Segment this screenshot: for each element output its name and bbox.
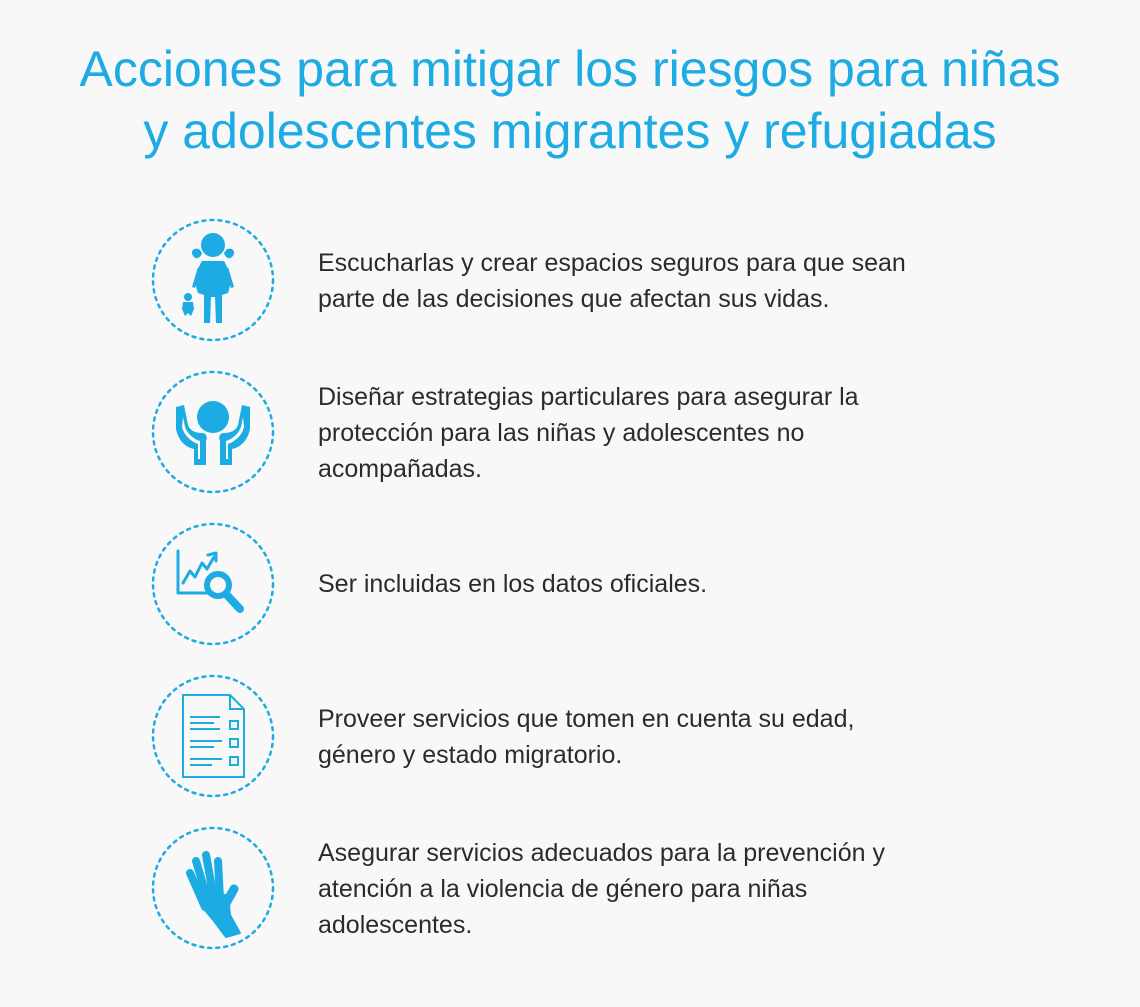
action-item-data (150, 521, 1050, 647)
action-text-line: Asegurar servicios adecuados para la prevención y (318, 839, 885, 867)
action-item-gbv (150, 825, 1050, 951)
action-item-listen (150, 217, 1050, 343)
action-text-line: Diseñar estrategias particulares para asegurar la (318, 383, 859, 411)
protecting-hands-icon (150, 369, 276, 495)
action-text (318, 245, 1018, 317)
action-text-line: Proveer servicios que tomen en cuenta su edad, (318, 705, 855, 733)
action-text-line: Ser incluidas en los datos oficiales. (318, 570, 708, 598)
action-item-protection (150, 369, 1050, 495)
raised-hand-icon (150, 825, 276, 951)
action-text-line: acompañadas. (318, 455, 483, 483)
action-text-line: atención a la violencia de género para niñas (318, 875, 808, 903)
action-item-services (150, 673, 1050, 799)
action-text (318, 379, 1018, 487)
action-text-line: adolescentes. (318, 911, 473, 939)
action-text (318, 701, 1018, 773)
action-text-line: Escucharlas y crear espacios seguros para que sean (318, 249, 906, 277)
girl-with-doll-icon (150, 217, 276, 343)
action-text (318, 835, 1018, 943)
page-title (0, 38, 1140, 162)
action-text-line: género y estado migratorio. (318, 741, 623, 769)
action-text (318, 566, 1018, 602)
title-line-2: y adolescentes migrantes y refugiadas (143, 103, 997, 159)
action-text-line: protección para las niñas y adolescentes no (318, 419, 805, 447)
title-line-1: Acciones para mitigar los riesgos para niñas (79, 41, 1061, 97)
action-text-line: parte de las decisiones que afectan sus vidas. (318, 285, 830, 313)
data-magnifier-icon (150, 521, 276, 647)
checklist-document-icon (150, 673, 276, 799)
